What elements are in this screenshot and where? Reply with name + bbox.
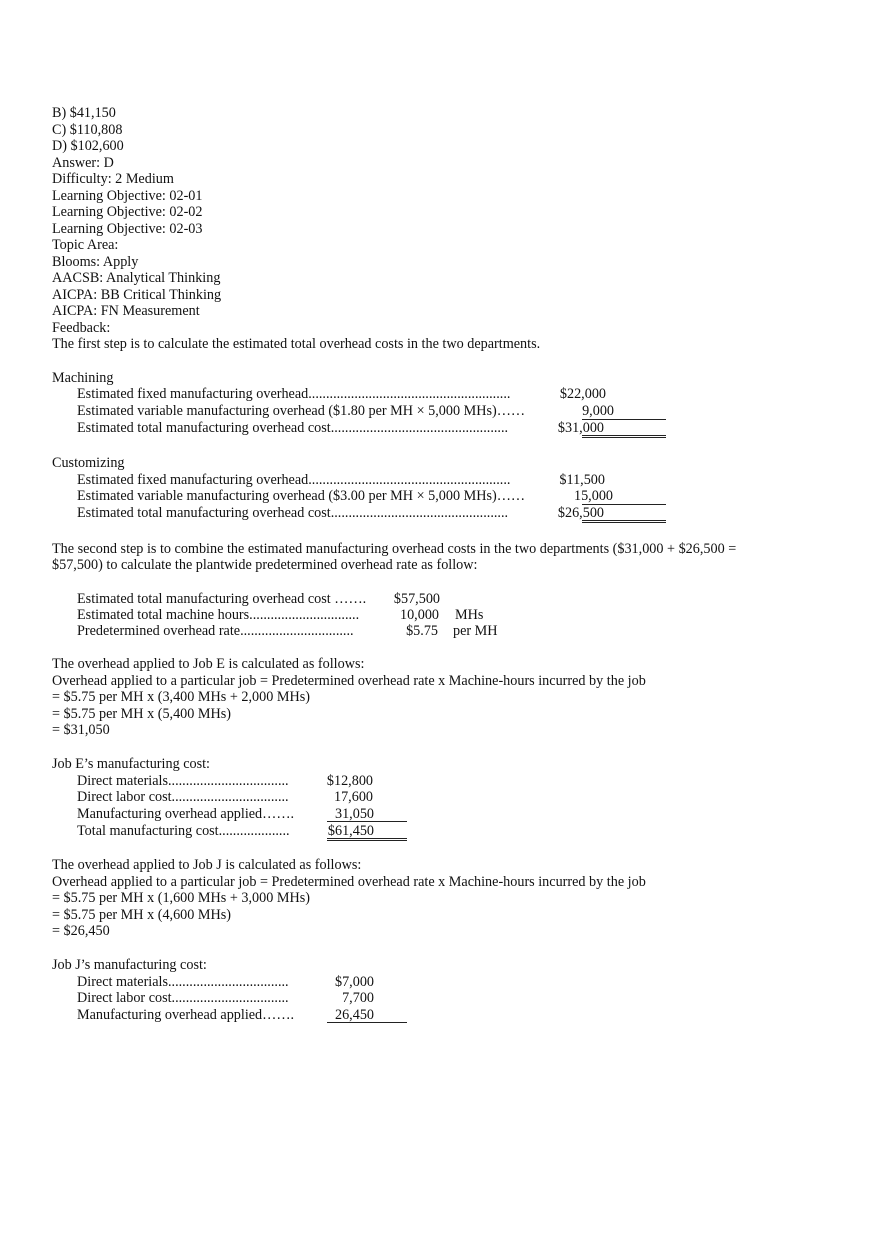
job-e-total-label: Total manufacturing cost.................... (77, 823, 290, 839)
second-step-text: The second step is to combine the estimated manufacturing overhead costs in the two departments ($31,000 + $26,500 = (52, 541, 737, 557)
blooms: Blooms: Apply (52, 253, 139, 270)
machining-total-value: $31,000 (557, 420, 604, 436)
rate-hours-label: Estimated total machine hours............................... (77, 607, 360, 623)
job-j-labor-label: Direct labor cost................................. (77, 990, 289, 1006)
job-j-materials-label: Direct materials.................................. (77, 974, 289, 990)
job-j-overhead-intro: The overhead applied to Job J is calculated as follows: (52, 857, 362, 873)
aacsb: AACSB: Analytical Thinking (52, 270, 221, 286)
job-e-labor-label: Direct labor cost................................. (77, 789, 289, 805)
job-j-overhead-label: Manufacturing overhead applied……. (77, 1007, 295, 1023)
job-e-overhead-label: Manufacturing overhead applied……. (77, 806, 295, 822)
rate-value: $5.75 (406, 623, 438, 639)
answer: Answer: D (52, 154, 114, 171)
learning-objective: Learning Objective: 02-01 (52, 187, 203, 204)
machining-variable-label: Estimated variable manufacturing overhead ($1.80 per MH × 5,000 MHs)…… (77, 403, 526, 419)
option-c: C) $110,808 (52, 121, 123, 138)
customizing-fixed-label: Estimated fixed manufacturing overhead......................................................... (77, 472, 511, 488)
machining-total-label: Estimated total manufacturing overhead cost.................................................. (77, 420, 509, 436)
subtotal-rule (327, 821, 407, 822)
job-j-overhead-value: 26,450 (334, 1007, 374, 1023)
rate-label: Predetermined overhead rate................................ (77, 623, 354, 639)
total-double-rule (327, 838, 407, 841)
job-e-materials-label: Direct materials.................................. (77, 773, 289, 789)
customizing-total-label: Estimated total manufacturing overhead cost.................................................. (77, 505, 509, 521)
rate-unit: per MH (453, 623, 498, 639)
second-step-text: $57,500) to calculate the plantwide predetermined overhead rate as follow: (52, 557, 478, 573)
learning-objective: Learning Objective: 02-03 (52, 220, 203, 237)
feedback-label: Feedback: (52, 319, 111, 336)
rate-hours-value: 10,000 (399, 607, 439, 623)
machining-fixed-value: $22,000 (559, 386, 606, 402)
learning-objective: Learning Objective: 02-02 (52, 204, 203, 220)
customizing-variable-value: 15,000 (573, 488, 613, 504)
customizing-total-value: $26,500 (557, 505, 604, 521)
overhead-calc-line: = $5.75 per MH x (5,400 MHs) (52, 706, 232, 722)
customizing-fixed-value: $11,500 (559, 472, 605, 488)
job-j-labor-value: 7,700 (342, 990, 374, 1006)
overhead-calc-line: = $5.75 per MH x (3,400 MHs + 2,000 MHs) (52, 689, 310, 705)
option-b: B) $41,150 (52, 105, 116, 121)
difficulty: Difficulty: 2 Medium (52, 171, 174, 187)
job-j-materials-value: $7,000 (334, 974, 374, 990)
machining-fixed-label: Estimated fixed manufacturing overhead......................................................... (77, 386, 511, 402)
rate-overhead-value: $57,500 (393, 591, 440, 607)
job-j-cost-title: Job J’s manufacturing cost: (52, 957, 207, 973)
aicpa: AICPA: BB Critical Thinking (52, 286, 222, 303)
job-e-overhead-intro: The overhead applied to Job E is calculated as follows: (52, 656, 365, 672)
machining-variable-value: 9,000 (582, 403, 614, 419)
first-step-text: The first step is to calculate the estimated total overhead costs in the two departments. (52, 336, 541, 352)
job-e-overhead-value: 31,050 (334, 806, 374, 822)
overhead-calc-result: = $31,050 (52, 722, 110, 738)
option-d: D) $102,600 (52, 138, 124, 154)
overhead-calc-result: = $26,450 (52, 923, 110, 939)
job-e-cost-title: Job E’s manufacturing cost: (52, 756, 211, 772)
total-double-rule (582, 435, 666, 438)
overhead-calc-line: = $5.75 per MH x (4,600 MHs) (52, 907, 232, 923)
customizing-variable-label: Estimated variable manufacturing overhead ($3.00 per MH × 5,000 MHs)…… (77, 488, 526, 504)
overhead-formula: Overhead applied to a particular job = Predetermined overhead rate x Machine-hours incurred by the job (52, 874, 646, 890)
job-e-materials-value: $12,800 (326, 773, 373, 789)
job-e-labor-value: 17,600 (333, 789, 373, 805)
machining-title: Machining (52, 370, 114, 386)
overhead-formula: Overhead applied to a particular job = Predetermined overhead rate x Machine-hours incurred by the job (52, 673, 646, 689)
rate-overhead-label: Estimated total manufacturing overhead cost ……. (77, 591, 367, 607)
aicpa: AICPA: FN Measurement (52, 303, 200, 319)
overhead-calc-line: = $5.75 per MH x (1,600 MHs + 3,000 MHs) (52, 890, 310, 906)
rate-hours-unit: MHs (455, 607, 484, 623)
topic-area: Topic Area: (52, 237, 119, 253)
total-double-rule (582, 520, 666, 523)
subtotal-rule (327, 1022, 407, 1023)
job-e-total-value: $61,450 (327, 823, 374, 839)
customizing-title: Customizing (52, 455, 125, 471)
